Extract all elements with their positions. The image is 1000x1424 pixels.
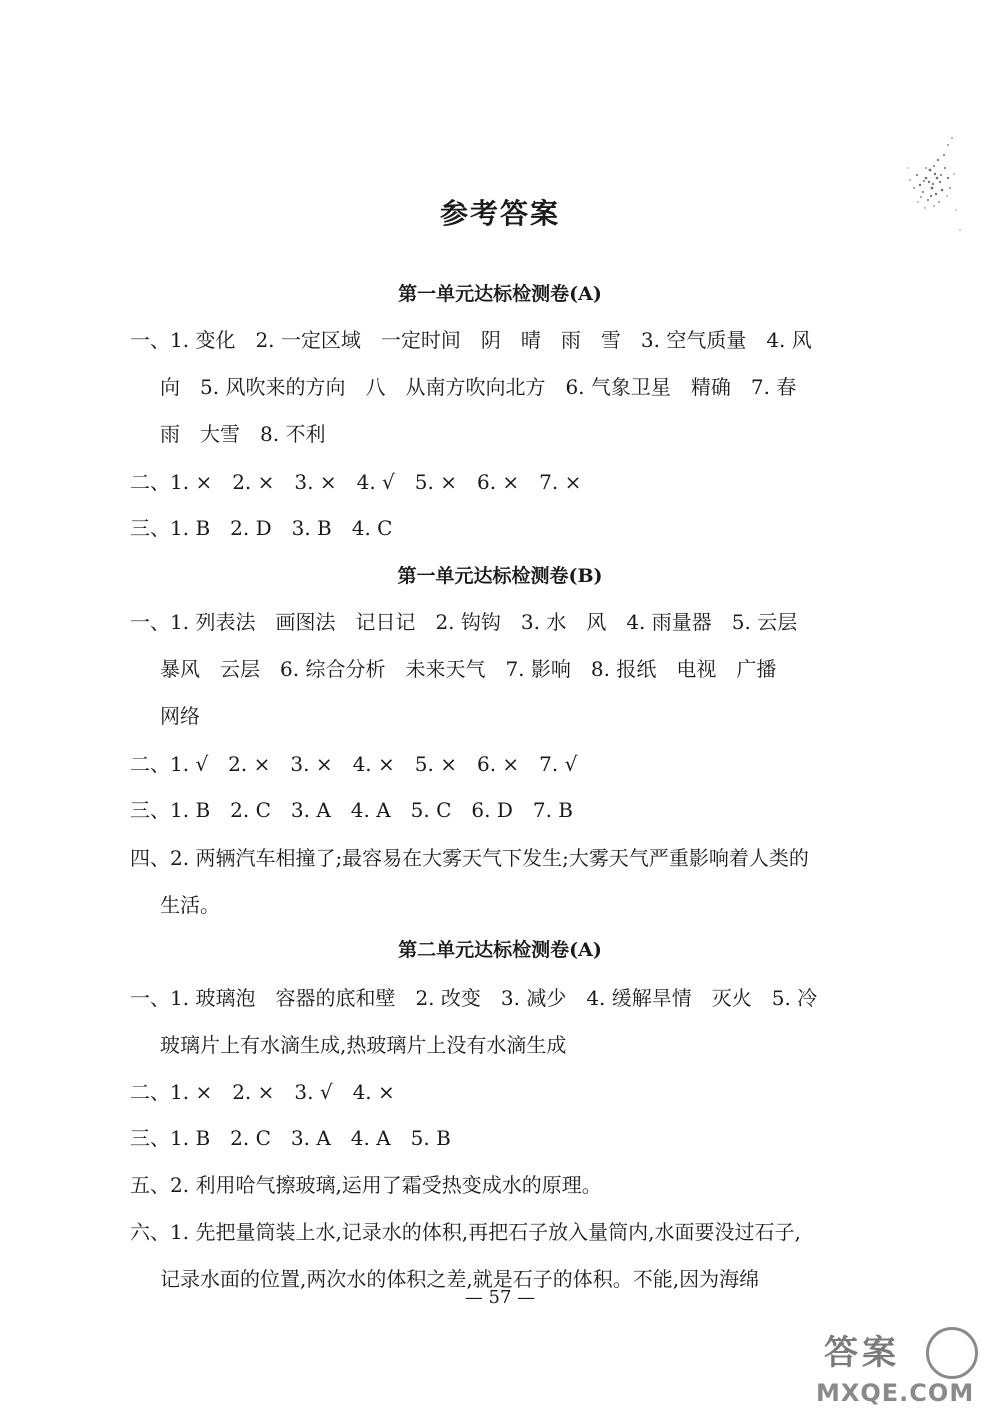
answer-line: 暴风 云层 6. 综合分析 未来天气 7. 影响 8. 报纸 电视 广播 [160, 657, 777, 681]
watermark-logo [810, 1325, 990, 1417]
answer-line: 二、1. × 2. × 3. × 4. √ 5. × 6. × 7. × [130, 470, 582, 494]
section-heading: 第一单元达标检测卷(B) [397, 565, 603, 587]
section-heading: 第二单元达标检测卷(A) [398, 939, 602, 961]
answer-line: 雨 大雪 8. 不利 [160, 422, 326, 446]
answer-line: 一、1. 列表法 画图法 记日记 2. 钩钩 3. 水 风 4. 雨量器 5. 云层 [130, 610, 798, 634]
answer-line: 生活。 [160, 893, 220, 917]
page-number: — 57 — [464, 1287, 536, 1308]
answer-line: 玻璃片上有水滴生成,热玻璃片上没有水滴生成 [160, 1033, 567, 1057]
answer-line: 二、1. × 2. × 3. √ 4. × [130, 1080, 395, 1104]
watermark-text: 答案 [824, 1333, 900, 1373]
answer-line: 二、1. √ 2. × 3. × 4. × 5. × 6. × 7. √ [130, 752, 578, 776]
answer-line: 向 5. 风吹来的方向 八 从南方吹向北方 6. 气象卫星 精确 7. 春 [160, 375, 797, 399]
watermark-circle-icon [926, 1327, 978, 1379]
answer-line: 四、2. 两辆汽车相撞了;最容易在大雾天气下发生;大雾天气严重影响着人类的 [130, 846, 809, 870]
answer-line: 一、1. 变化 2. 一定区域 一定时间 阴 晴 雨 雪 3. 空气质量 4. 风 [130, 328, 812, 352]
answer-line: 三、1. B 2. C 3. A 4. A 5. C 6. D 7. B [130, 798, 573, 822]
page-title: 参考答案 [439, 197, 560, 230]
answer-line: 三、1. B 2. D 3. B 4. C [130, 516, 393, 540]
answer-line: 记录水面的位置,两次水的体积之差,就是石子的体积。不能,因为海绵 [160, 1267, 760, 1291]
answer-line: 网络 [160, 704, 200, 728]
answer-line: 一、1. 玻璃泡 容器的底和壁 2. 改变 3. 减少 4. 缓解旱情 灭火 5. 冷 [130, 986, 818, 1010]
answer-line: 三、1. B 2. C 3. A 4. A 5. B [130, 1126, 451, 1150]
answer-line: 五、2. 利用哈气擦玻璃,运用了霜受热变成水的原理。 [130, 1173, 602, 1197]
answer-line: 六、1. 先把量筒装上水,记录水的体积,再把石子放入量筒内,水面要没过石子, [130, 1220, 801, 1244]
watermark-url: MXQE.COM [816, 1379, 975, 1407]
section-heading: 第一单元达标检测卷(A) [398, 283, 602, 305]
